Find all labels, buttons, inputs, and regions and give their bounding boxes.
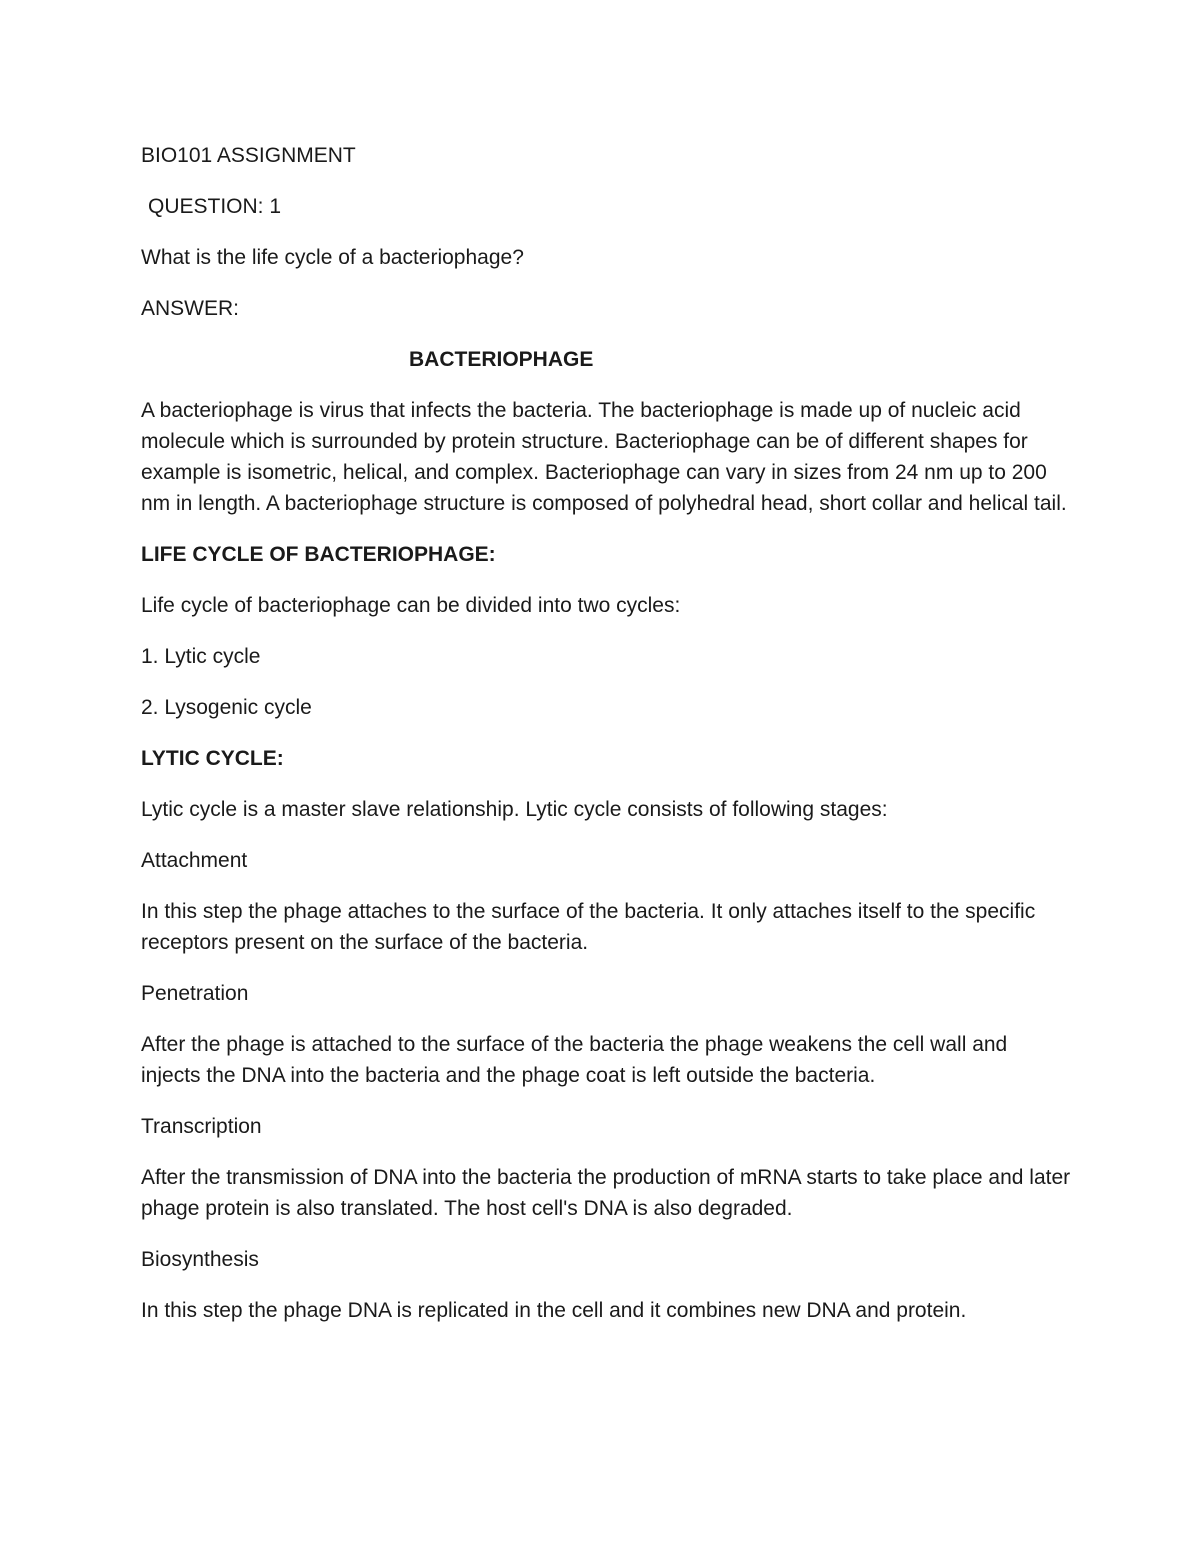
stage-description-penetration: After the phage is attached to the surface of the bacteria the phage weakens the cell wall and injects the DNA into the bacteria and the phage coat is left outside the bacteria. [141, 1033, 1008, 1087]
question-text: What is the life cycle of a bacteriophage? [141, 246, 524, 269]
cycle-item-lytic: 1. Lytic cycle [141, 645, 261, 668]
life-cycle-intro: Life cycle of bacteriophage can be divided into two cycles: [141, 594, 681, 617]
stage-name-transcription: Transcription [141, 1115, 262, 1138]
stage-description-attachment: In this step the phage attaches to the surface of the bacteria. It only attaches itself to the specific receptors present on the surface of the bacteria. [141, 900, 1036, 954]
stage-name-biosynthesis: Biosynthesis [141, 1248, 259, 1271]
intro-paragraph: A bacteriophage is virus that infects the bacteria. The bacteriophage is made up of nucleic acid molecule which is surrounded by protein structure. Bacteriophage can be of different shapes for example is isometric, helical, and complex. Bacteriophage can vary in sizes from 24 nm up to 200 nm in length. A bacteriophage structure is composed of polyhedral head, short collar and helical tail. [141, 399, 1067, 515]
section-title: BACTERIOPHAGE [409, 348, 594, 371]
lytic-heading: LYTIC CYCLE: [141, 747, 284, 770]
stage-description-biosynthesis: In this step the phage DNA is replicated in the cell and it combines new DNA and protein. [141, 1299, 967, 1322]
stage-name-penetration: Penetration [141, 982, 249, 1005]
lytic-intro: Lytic cycle is a master slave relationship. Lytic cycle consists of following stages: [141, 798, 888, 821]
document-content [141, 140, 1071, 1346]
stage-description-transcription: After the transmission of DNA into the bacteria the production of mRNA starts to take place and later phage protein is also translated. The host cell's DNA is also degraded. [141, 1166, 1071, 1220]
question-label: QUESTION: 1 [148, 195, 282, 218]
assignment-title: BIO101 ASSIGNMENT [141, 144, 356, 167]
stage-name-attachment: Attachment [141, 849, 248, 872]
life-cycle-heading: LIFE CYCLE OF BACTERIOPHAGE: [141, 543, 496, 566]
answer-label: ANSWER: [141, 297, 240, 320]
cycle-item-lysogenic: 2. Lysogenic cycle [141, 696, 312, 719]
